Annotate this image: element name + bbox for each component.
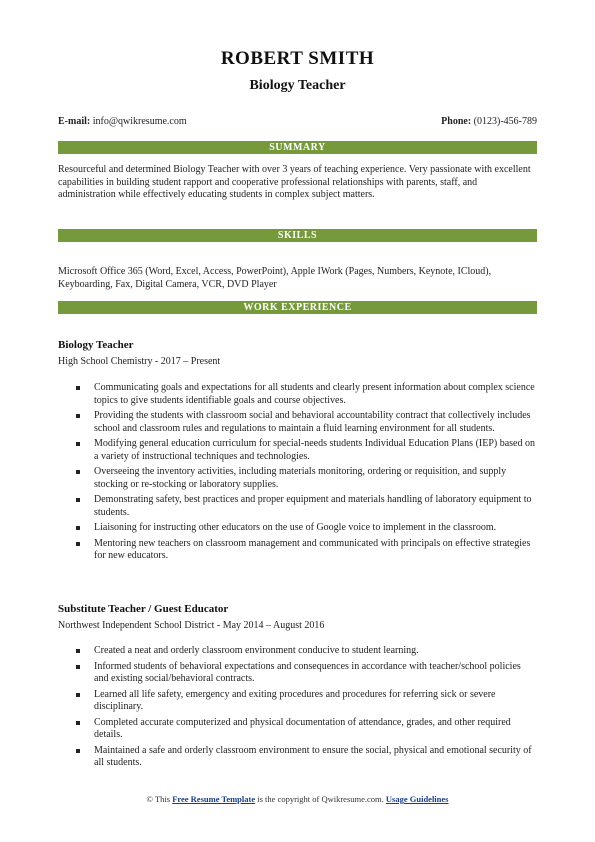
job-title: Biology Teacher — [58, 339, 134, 351]
list-item — [58, 689, 537, 714]
duty-text: Completed accurate computerized and physical documentation of attendance, grades, and other required details. — [94, 716, 511, 740]
skills-text: Microsoft Office 365 (Word, Excel, Access, PowerPoint), Apple IWork (Pages, Numbers, Keynote, ICloud), Keyboarding, Fax, Digital Camera, VCR, DVD Player — [58, 266, 492, 290]
list-item — [58, 538, 537, 563]
duty-text: Providing the students with classroom social and behavioral accountability contract that collectively includes school and classroom rules and regulations to maintain a fluid learning environment for all students. — [94, 410, 531, 434]
job-employer-dates: High School Chemistry - 2017 – Present — [58, 356, 221, 367]
list-item — [58, 438, 537, 463]
phone-block — [441, 116, 537, 127]
contact-row — [58, 116, 537, 127]
duty-text: Learned all life safety, emergency and exiting procedures and procedures for referring sick or severe disciplinary. — [94, 688, 496, 712]
bullet-icon — [76, 749, 80, 753]
list-item — [58, 522, 537, 535]
list-item — [58, 466, 537, 491]
email-label: E-mail: — [58, 116, 91, 127]
email-block — [58, 116, 187, 127]
duty-text: Mentoring new teachers on classroom management and communicated with principals on effective strategies for new educators. — [94, 537, 531, 561]
job-duties-list — [58, 645, 537, 773]
footer-middle: is the copyright of Qwikresume.com. — [255, 794, 386, 804]
bullet-icon — [76, 386, 80, 390]
list-item — [58, 382, 537, 407]
bullet-icon — [76, 649, 80, 653]
list-item — [58, 745, 537, 770]
phone-label: Phone: — [441, 116, 472, 127]
copyright-footer — [0, 794, 595, 804]
bullet-icon — [76, 693, 80, 697]
work-experience-heading: WORK EXPERIENCE — [58, 301, 537, 314]
list-item — [58, 661, 537, 686]
email-value: info@qwikresume.com — [92, 116, 187, 127]
skills-heading: SKILLS — [58, 229, 537, 242]
duty-text: Modifying general education curriculum for special-needs students Individual Education Plans (IEP) based on a variety of instructional techniques and technologies. — [94, 438, 535, 462]
usage-guidelines-link[interactable]: Usage Guidelines — [385, 794, 449, 804]
candidate-title: Biology Teacher — [249, 78, 346, 93]
bullet-icon — [76, 442, 80, 446]
summary-text: Resourceful and determined Biology Teacher with over 3 years of teaching experience. Very passionate with excellent capabilities in building student rapport and cooperative professional relationships with parents, staff, and administration while effectively educating students in complex subject matters. — [58, 164, 531, 200]
summary-heading: SUMMARY — [58, 141, 537, 154]
bullet-icon — [76, 498, 80, 502]
candidate-name: ROBERT SMITH — [220, 48, 375, 69]
duty-text: Maintained a safe and orderly classroom environment to ensure the social, physical and emotional security of all students. — [94, 744, 532, 768]
bullet-icon — [76, 470, 80, 474]
free-resume-template-link[interactable]: Free Resume Template — [172, 794, 256, 804]
list-item — [58, 410, 537, 435]
duty-text: Communicating goals and expectations for all students and clearly present information about complex science topics to give students identifiable goals and course objectives. — [94, 382, 535, 406]
list-item — [58, 645, 537, 658]
duty-text: Overseeing the inventory activities, including materials monitoring, ordering or requisition, and supply stocking or re-stocking or laboratory supplies. — [94, 466, 507, 490]
list-item — [58, 717, 537, 742]
job-duties-list — [58, 382, 537, 566]
bullet-icon — [76, 414, 80, 418]
job-title: Substitute Teacher / Guest Educator — [58, 603, 229, 615]
bullet-icon — [76, 526, 80, 530]
footer-prefix: © This — [146, 794, 173, 804]
duty-text: Liaisoning for instructing other educators on the use of Google voice to implement in the classroom. — [94, 522, 497, 533]
list-item — [58, 494, 537, 519]
bullet-icon — [76, 721, 80, 725]
duty-text: Created a neat and orderly classroom environment conducive to student learning. — [94, 645, 419, 656]
bullet-icon — [76, 542, 80, 546]
phone-value: (0123)-456-789 — [473, 116, 537, 127]
duty-text: Demonstrating safety, best practices and proper equipment and materials handling of laboratory equipment to students. — [94, 494, 532, 518]
bullet-icon — [76, 665, 80, 669]
job-employer-dates: Northwest Independent School District - May 2014 – August 2016 — [58, 620, 325, 631]
duty-text: Informed students of behavioral expectations and consequences in accordance with teacher/school policies and existing social/behavioral contracts. — [94, 660, 521, 684]
